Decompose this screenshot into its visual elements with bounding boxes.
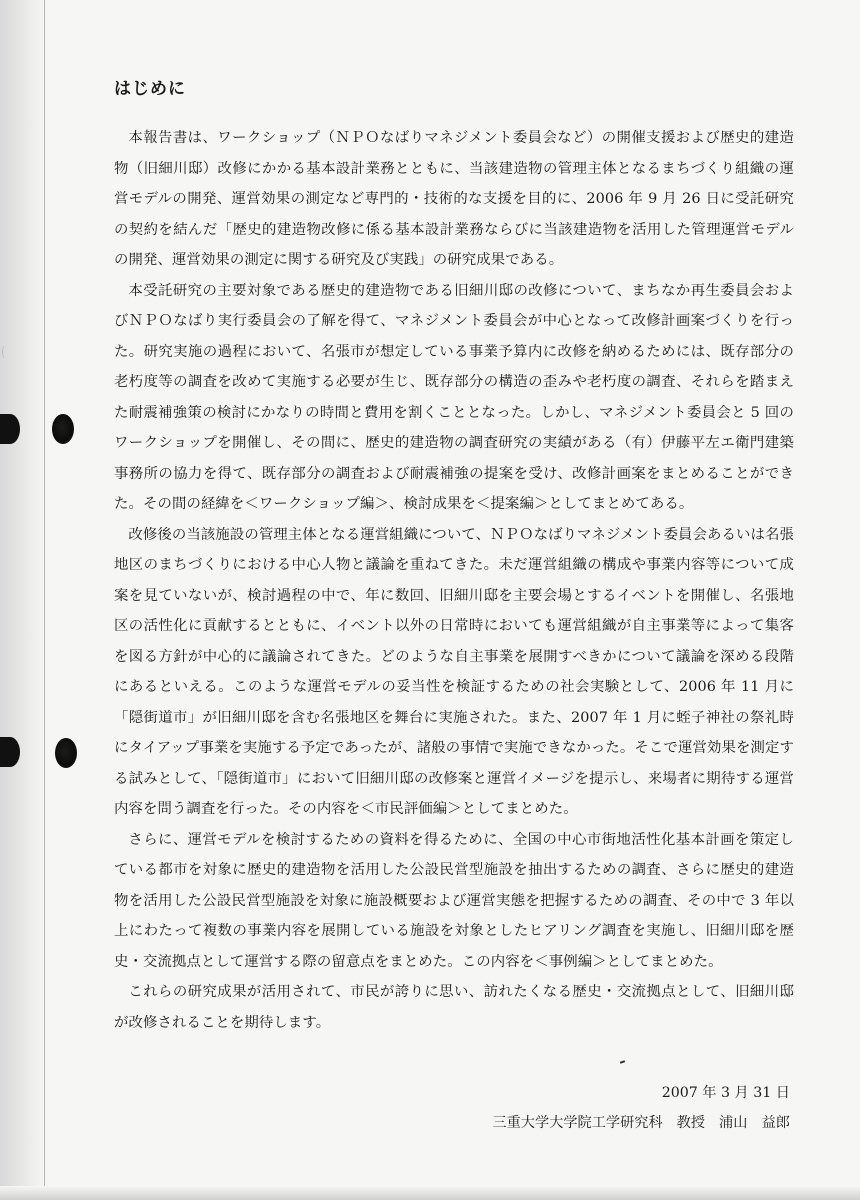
author-title: 教授 — [676, 1115, 706, 1131]
paragraph-2: 本受託研究の主要対象である歴史的建造物である旧細川邸の改修について、まちなか再生委員会およびＮＰＯなばり実行委員会の了解を得て、マネジメント委員会が中心となって改修計画案づくりを行った。研究実施の過程において、名張市が想定している事業予算内に改修を納めるためには、既存部分の老朽度等の調査を改めて実施する必要が生じ、既存部分の構造の歪みや老朽度の調査、それらを踏まえた耐震補強策の検討にかなりの時間と費用を割くこととなった。しかし、マネジメント委員会と 5 回のワークショップを開催し、その間に、歴史的建造物の調査研究の実績がある（有）伊藤平左エ衛門建築事務所の協力を得て、既存部分の調査および耐震補強の提案を受け、改修計画案をまとめることができた。その間の経緯を＜ワークショップ編＞、検討成果を＜提案編＞としてまとめてある。 — [114, 282, 794, 512]
signature-block — [114, 1078, 794, 1138]
punch-hole-bottom — [55, 738, 77, 768]
margin-mark — [2, 345, 9, 359]
scan-shadow-left — [0, 0, 48, 1200]
document-heading: はじめに — [114, 79, 186, 99]
affiliation: 三重大学大学院工学研究科 — [492, 1115, 663, 1131]
paragraph-4: さらに、運営モデルを検討するための資料を得るために、全国の中心市街地活性化基本計画を策定している都市を対象に歴史的建造物を活用した公設民営型施設を抽出するための調査、さらに歴史的建造物を活用した公設民営型施設を対象に施設概要および運営実態を把握するための調査、その中で 3 年以上にわたって複数の事業内容を展開している施設を対象としたヒアリング調査を実施し、旧細川邸を歴史・交流拠点として運営する際の留意点をまとめた。この内容を＜事例編＞としてまとめた。 — [114, 831, 794, 970]
page-edge-line — [44, 0, 45, 1200]
author-line — [114, 1108, 790, 1138]
paragraph-5: これらの研究成果が活用されて、市民が誇りに思い、訪れたくなる歴史・交流拠点として、旧細川邸が改修されることを期待します。 — [114, 984, 794, 1031]
punch-hole-edge-bottom — [0, 737, 20, 767]
paragraph-1: 本報告書は、ワークショップ（ＮＰＯなばりマネジメント委員会など）の開催支援および歴史的建造物（旧細川邸）改修にかかる基本設計業務とともに、当該建造物の管理主体となるまちづくり組織の運営モデルの開発、運営効果の測定など専門的・技術的な支援を目的に、2006 年 9 月 26 日に受託研究の契約を結んだ「歴史的建造物改修に係る基本設計業務ならびに当該建造物を活用した管理運営モデルの開発、運営効果の測定に関する研究及び実践」の研究成果である。 — [114, 130, 794, 268]
document-body — [114, 74, 794, 1138]
punch-hole-top — [52, 414, 74, 444]
punch-hole-edge-top — [0, 414, 20, 444]
author-name: 浦山 益郎 — [719, 1115, 790, 1131]
paragraph-3: 改修後の当該施設の管理主体となる運営組織について、ＮＰＯなばりマネジメント委員会あるいは名張地区のまちづくりにおける中心人物と議論を重ねてきた。未だ運営組織の構成や事業内容等について成案を見ていないが、検討過程の中で、年に数回、旧細川邸を主要会場とするイベントを開催し、名張地区の活性化に貢献するとともに、イベント以外の日常時においても運営組織が自主事業等によって集客を図る方針が中心的に議論されてきた。どのような自主事業を展開すべきかについて議論を深める段階にあるといえる。このような運営モデルの妥当性を検証するための社会実験として、2006 年 11 月に「隠街道市」が旧細川邸を含む名張地区を舞台に実施された。また、2007 年 1 月に蛭子神社の祭礼時にタイアップ事業を実施する予定であったが、諸般の事情で実施できなかった。そこで運営効果を測定する試みとして、「隠街道市」において旧細川邸の改修案と運営イメージを提示し、来場者に期待する運営内容を問う調査を行った。その内容を＜市民評価編＞としてまとめた。 — [114, 526, 794, 817]
scan-shadow-bottom — [0, 1186, 860, 1200]
document-date: 2007 年 3 月 31 日 — [661, 1085, 790, 1101]
